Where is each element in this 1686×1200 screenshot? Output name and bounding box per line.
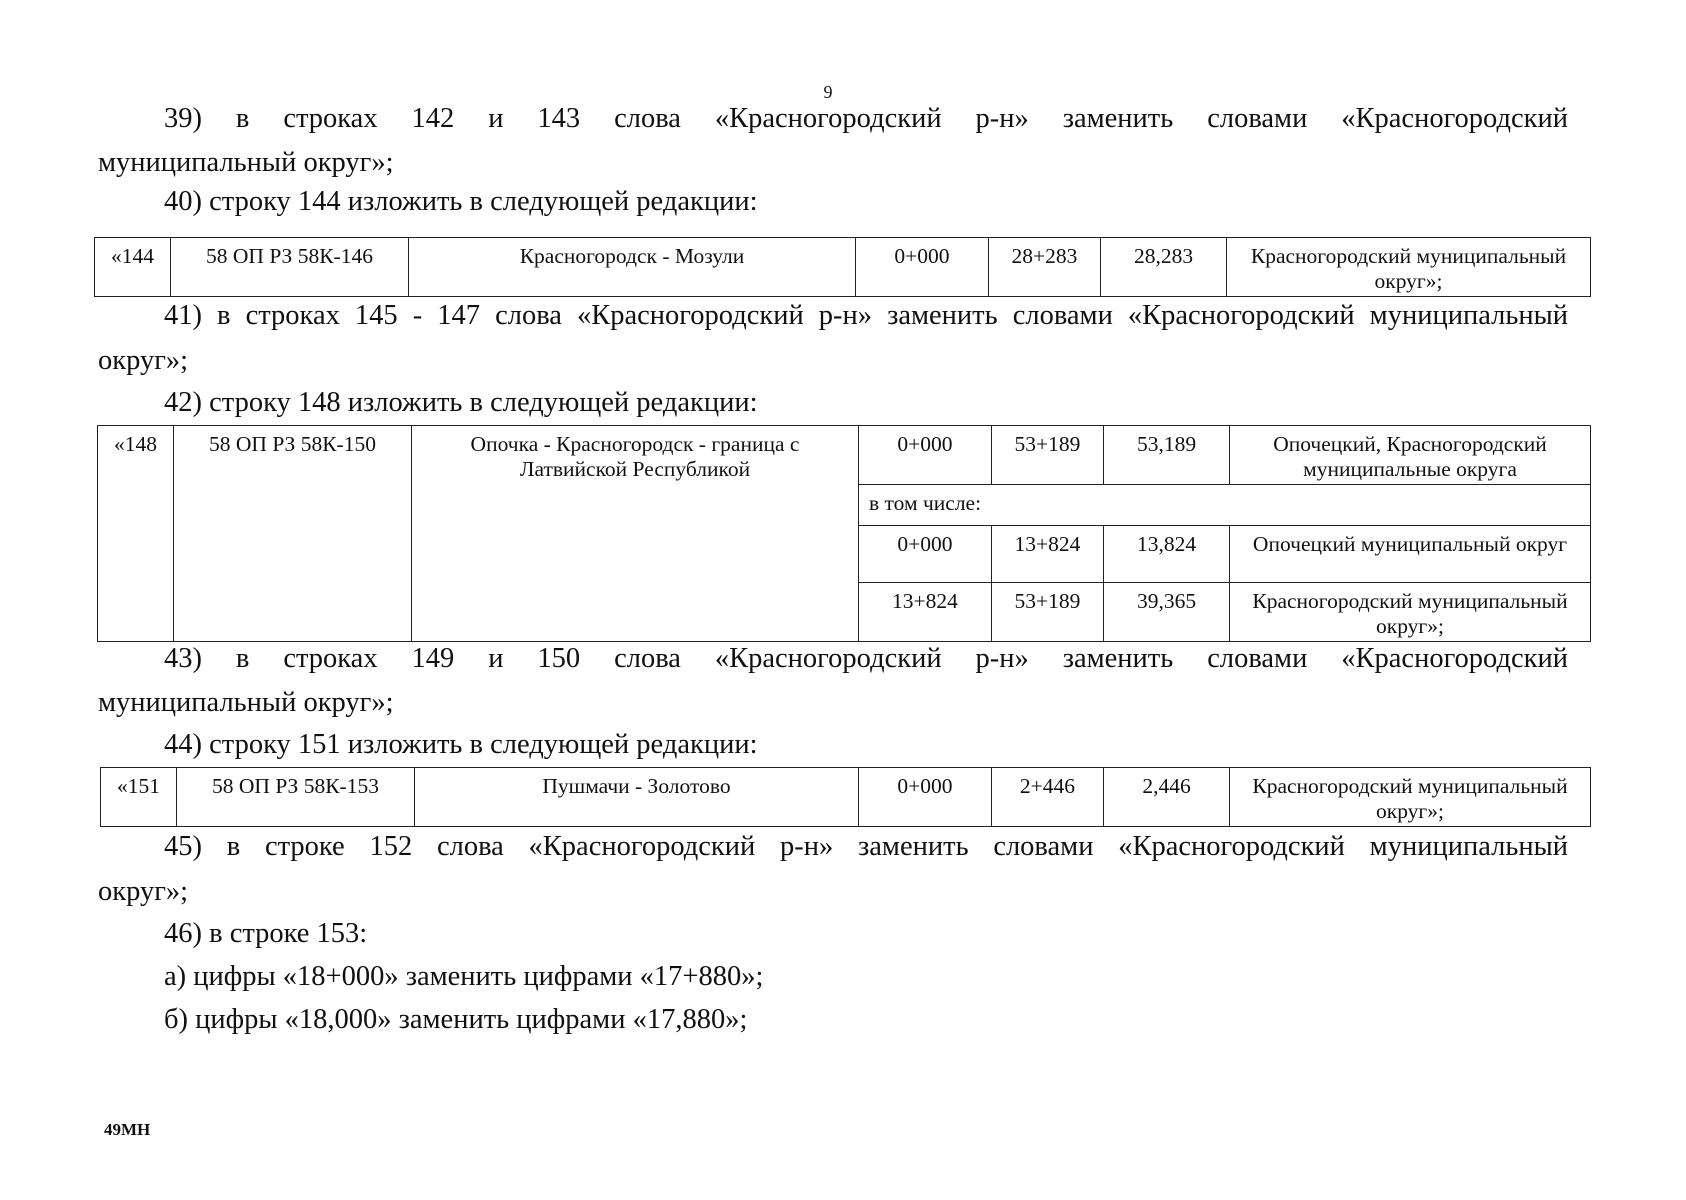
start-km-cell: 0+000 <box>856 238 989 297</box>
table-row <box>98 426 1591 485</box>
road-name-cell: Опочка - Красногородск - граница с Латвийской Республикой <box>412 426 859 642</box>
start-km-cell: 0+000 <box>859 768 992 827</box>
item-39-line-2: муниципальный округ»; <box>98 147 394 178</box>
road-code-cell: 58 ОП РЗ 58К-153 <box>177 768 415 827</box>
footer-document-code: 49МН <box>104 1120 151 1139</box>
table-row <box>95 238 1591 297</box>
length-cell: 2,446 <box>1104 768 1230 827</box>
item-41-line-1: 41) в строках 145 - 147 слова «Красногородский р-н» заменить словами «Красногородский муниципальный <box>164 300 1568 331</box>
start-km-cell: 0+000 <box>859 426 992 485</box>
item-41-line-2: округ»; <box>98 345 189 376</box>
road-name-cell: Пушмачи - Золотово <box>415 768 859 827</box>
item-40: 40) строку 144 изложить в следующей редакции: <box>164 186 758 217</box>
table-row-151 <box>100 767 1591 827</box>
item-42: 42) строку 148 изложить в следующей редакции: <box>164 387 758 418</box>
table-row-148 <box>97 425 1591 642</box>
item-46: 46) в строке 153: <box>164 918 368 949</box>
district-cell: Красногородский муниципальный округ»; <box>1230 583 1591 642</box>
length-cell: 13,824 <box>1104 526 1230 583</box>
length-cell: 28,283 <box>1101 238 1227 297</box>
item-45-line-2: округ»; <box>98 876 189 907</box>
end-km-cell: 2+446 <box>992 768 1104 827</box>
row-number-cell: «148 <box>98 426 174 642</box>
end-km-cell: 13+824 <box>992 526 1104 583</box>
road-code-cell: 58 ОП РЗ 58К-150 <box>174 426 412 642</box>
item-44: 44) строку 151 изложить в следующей редакции: <box>164 729 758 760</box>
item-46-a: а) цифры «18+000» заменить цифрами «17+880»; <box>164 961 764 992</box>
start-km-cell: 0+000 <box>859 526 992 583</box>
page-number: 9 <box>823 82 833 102</box>
end-km-cell: 28+283 <box>989 238 1101 297</box>
item-43-line-1: 43) в строках 149 и 150 слова «Красногородский р-н» заменить словами «Красногородский <box>164 643 1568 674</box>
district-cell: Опочецкий, Красногородский муниципальные округа <box>1230 426 1591 485</box>
end-km-cell: 53+189 <box>992 583 1104 642</box>
road-code-cell: 58 ОП РЗ 58К-146 <box>171 238 409 297</box>
length-cell: 39,365 <box>1104 583 1230 642</box>
row-number-cell: «144 <box>95 238 171 297</box>
item-43-line-2: муниципальный округ»; <box>98 687 394 718</box>
item-39-line-1: 39) в строках 142 и 143 слова «Красногородский р-н» заменить словами «Красногородский <box>164 103 1568 134</box>
road-name-cell: Красногородск - Мозули <box>409 238 856 297</box>
district-cell: Красногородский муниципальный округ»; <box>1227 238 1591 297</box>
including-label-cell: в том числе: <box>859 485 1591 526</box>
table-row-144 <box>94 237 1591 297</box>
district-cell: Опочецкий муниципальный округ <box>1230 526 1591 583</box>
start-km-cell: 13+824 <box>859 583 992 642</box>
item-46-b: б) цифры «18,000» заменить цифрами «17,880»; <box>164 1004 748 1035</box>
item-45-line-1: 45) в строке 152 слова «Красногородский р-н» заменить словами «Красногородский муниципальный <box>164 831 1568 862</box>
length-cell: 53,189 <box>1104 426 1230 485</box>
district-cell: Красногородский муниципальный округ»; <box>1230 768 1591 827</box>
row-number-cell: «151 <box>101 768 177 827</box>
end-km-cell: 53+189 <box>992 426 1104 485</box>
table-row <box>101 768 1591 827</box>
